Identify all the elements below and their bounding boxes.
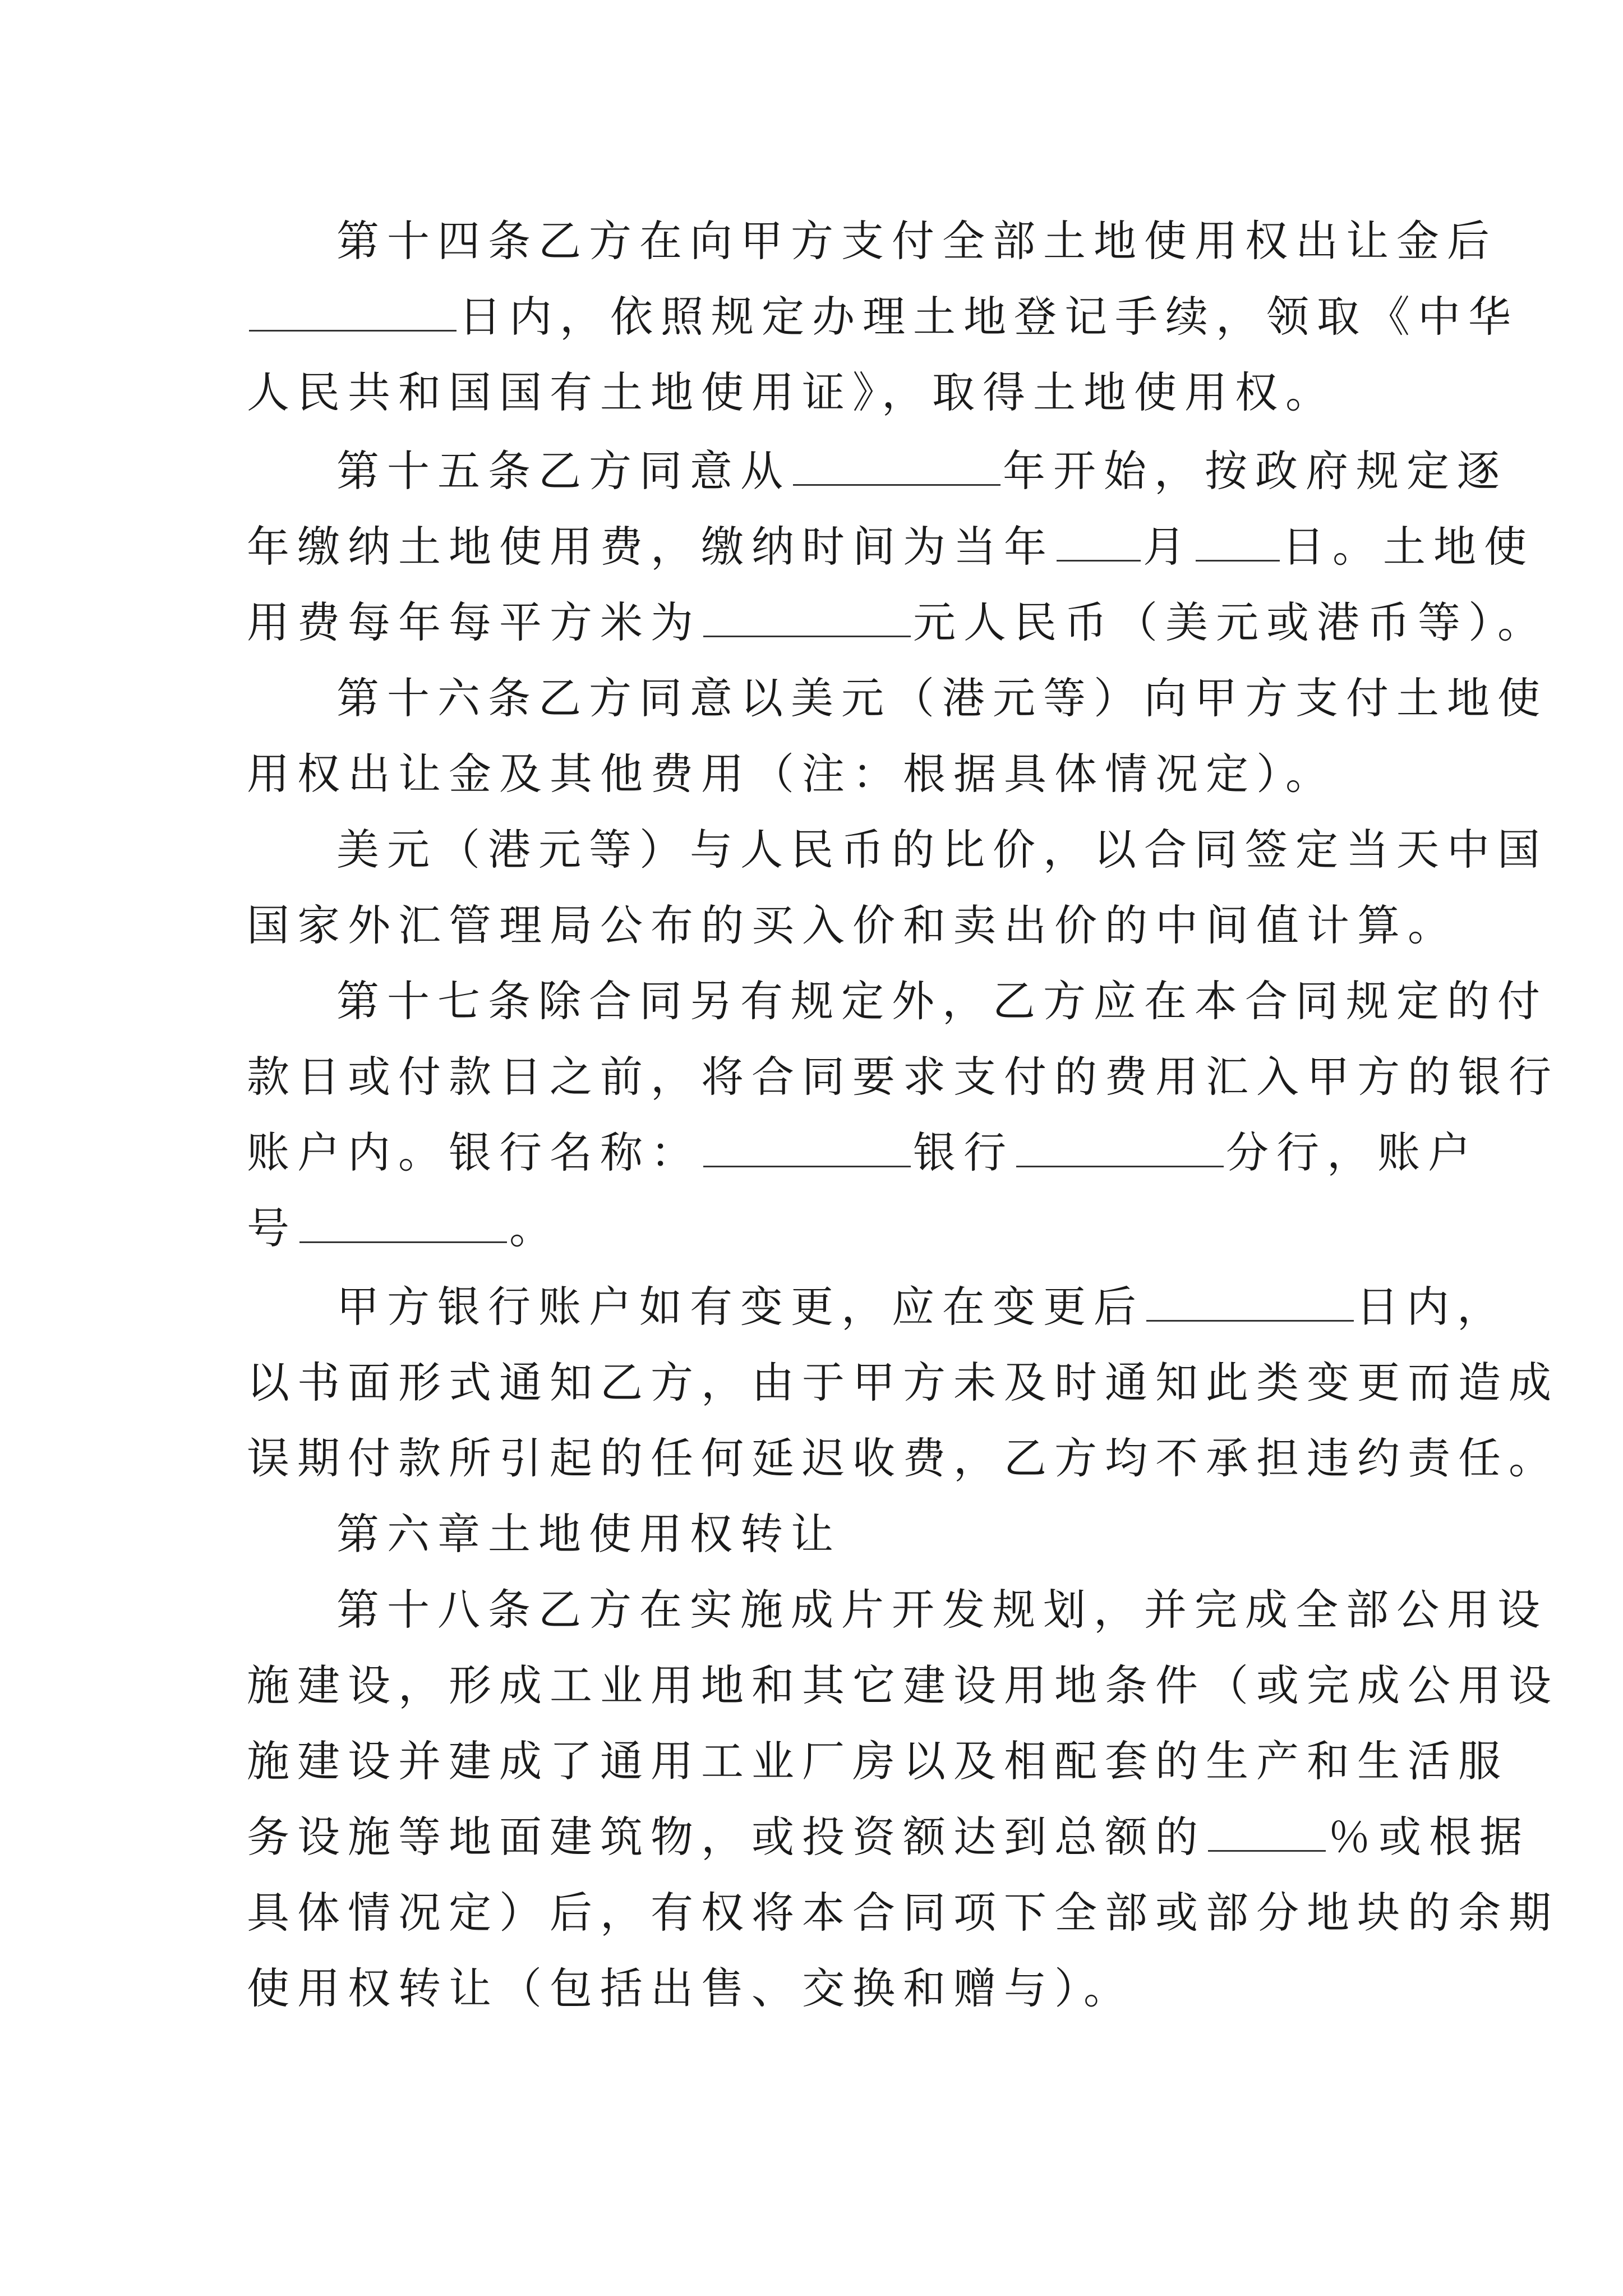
article-17-para-2-line-3	[247, 1428, 1559, 1489]
text: 用权出让金及其他费用（注：根据具体情况定）。	[247, 749, 1336, 799]
article-17-line-3	[247, 1122, 1478, 1184]
text: 第十四条乙方在向甲方支付全部土地使用权出让金后	[336, 216, 1497, 266]
text: 第十五条乙方同意从	[336, 446, 791, 496]
fill-in-blank[interactable]	[249, 291, 457, 332]
article-17-line-1	[336, 970, 1548, 1032]
fill-in-blank[interactable]	[299, 1202, 507, 1243]
text: 国家外汇管理局公布的买入价和卖出价的中间值计算。	[247, 900, 1458, 950]
text: 用费每年每平方米为	[247, 597, 701, 647]
text: 银行	[913, 1128, 1014, 1177]
article-14-line-3	[247, 362, 1336, 424]
text: 日内，依照规定办理土地登记手续，领取《中华	[459, 292, 1519, 342]
fill-in-blank[interactable]	[1146, 1281, 1354, 1322]
text: 施建设，形成工业用地和其它建设用地条件（或完成公用设	[247, 1660, 1559, 1710]
article-17-para-2-line-1	[336, 1276, 1507, 1338]
text: 甲方银行账户如有变更，应在变更后	[336, 1282, 1144, 1332]
article-16-para-2-line-2	[247, 895, 1458, 956]
text: 年缴纳土地使用费，缴纳时间为当年	[247, 522, 1054, 572]
fill-in-blank[interactable]	[793, 445, 1000, 486]
text: 日内，	[1356, 1282, 1507, 1332]
text: 以书面形式通知乙方，由于甲方未及时通知此类变更而造成	[247, 1358, 1559, 1407]
article-17-para-2-line-2	[247, 1352, 1559, 1414]
article-18-line-4	[247, 1806, 1530, 1868]
text: 月	[1143, 522, 1193, 572]
text: 日。土地使	[1282, 522, 1534, 572]
text: 分行，账户	[1226, 1128, 1478, 1177]
article-16-para-2-line-1	[336, 819, 1548, 881]
article-18-line-6	[247, 1958, 1134, 2019]
text: 。	[509, 1203, 560, 1253]
fill-in-blank[interactable]	[703, 596, 911, 637]
article-17-line-2	[247, 1046, 1559, 1108]
article-18-line-2	[247, 1655, 1559, 1717]
text: 款日或付款日之前，将合同要求支付的费用汇入甲方的银行	[247, 1052, 1559, 1102]
text: 美元（港元等）与人民币的比价，以合同签定当天中国	[336, 825, 1548, 875]
text: 施建设并建成了通用工业厂房以及相配套的生产和生活服	[247, 1736, 1509, 1786]
text: 务设施等地面建筑物，或投资额达到总额的	[247, 1812, 1206, 1862]
article-15-line-1	[336, 440, 1507, 502]
text: 误期付款所引起的任何延迟收费，乙方均不承担违约责任。	[247, 1433, 1559, 1483]
text: 使用权转让（包括出售、交换和赠与）。	[247, 1963, 1134, 2013]
article-15-line-2	[247, 516, 1534, 578]
text: 第六章土地使用权转让	[336, 1509, 841, 1559]
text: 号	[247, 1203, 297, 1253]
article-18-line-1	[336, 1579, 1548, 1641]
text: ％或根据	[1328, 1812, 1530, 1862]
article-18-line-5	[247, 1882, 1559, 1944]
fill-in-blank[interactable]	[1016, 1126, 1224, 1167]
article-14-line-2	[247, 286, 1519, 348]
text: 人民共和国国有土地使用证》，取得土地使用权。	[247, 367, 1336, 417]
chapter-6-title	[336, 1503, 841, 1565]
text: 第十八条乙方在实施成片开发规划，并完成全部公用设	[336, 1585, 1548, 1635]
text: 具体情况定）后，有权将本合同项下全部或部分地块的余期	[247, 1888, 1559, 1938]
text: 元人民币（美元或港币等）。	[913, 597, 1548, 647]
article-16-line-2	[247, 743, 1336, 805]
fill-in-blank[interactable]	[1196, 521, 1280, 562]
text: 年开始，按政府规定逐	[1003, 446, 1507, 496]
article-14-line-1	[336, 210, 1497, 272]
fill-in-blank[interactable]	[1057, 521, 1141, 562]
article-15-line-3	[247, 592, 1548, 654]
article-18-line-3	[247, 1731, 1509, 1792]
article-16-line-1	[336, 668, 1548, 729]
fill-in-blank[interactable]	[703, 1126, 911, 1167]
text: 第十六条乙方同意以美元（港元等）向甲方支付土地使	[336, 673, 1548, 723]
article-17-line-4	[247, 1198, 560, 1259]
text: 第十七条除合同另有规定外，乙方应在本合同规定的付	[336, 976, 1548, 1026]
fill-in-blank[interactable]	[1208, 1811, 1326, 1852]
text: 账户内。银行名称：	[247, 1128, 701, 1177]
